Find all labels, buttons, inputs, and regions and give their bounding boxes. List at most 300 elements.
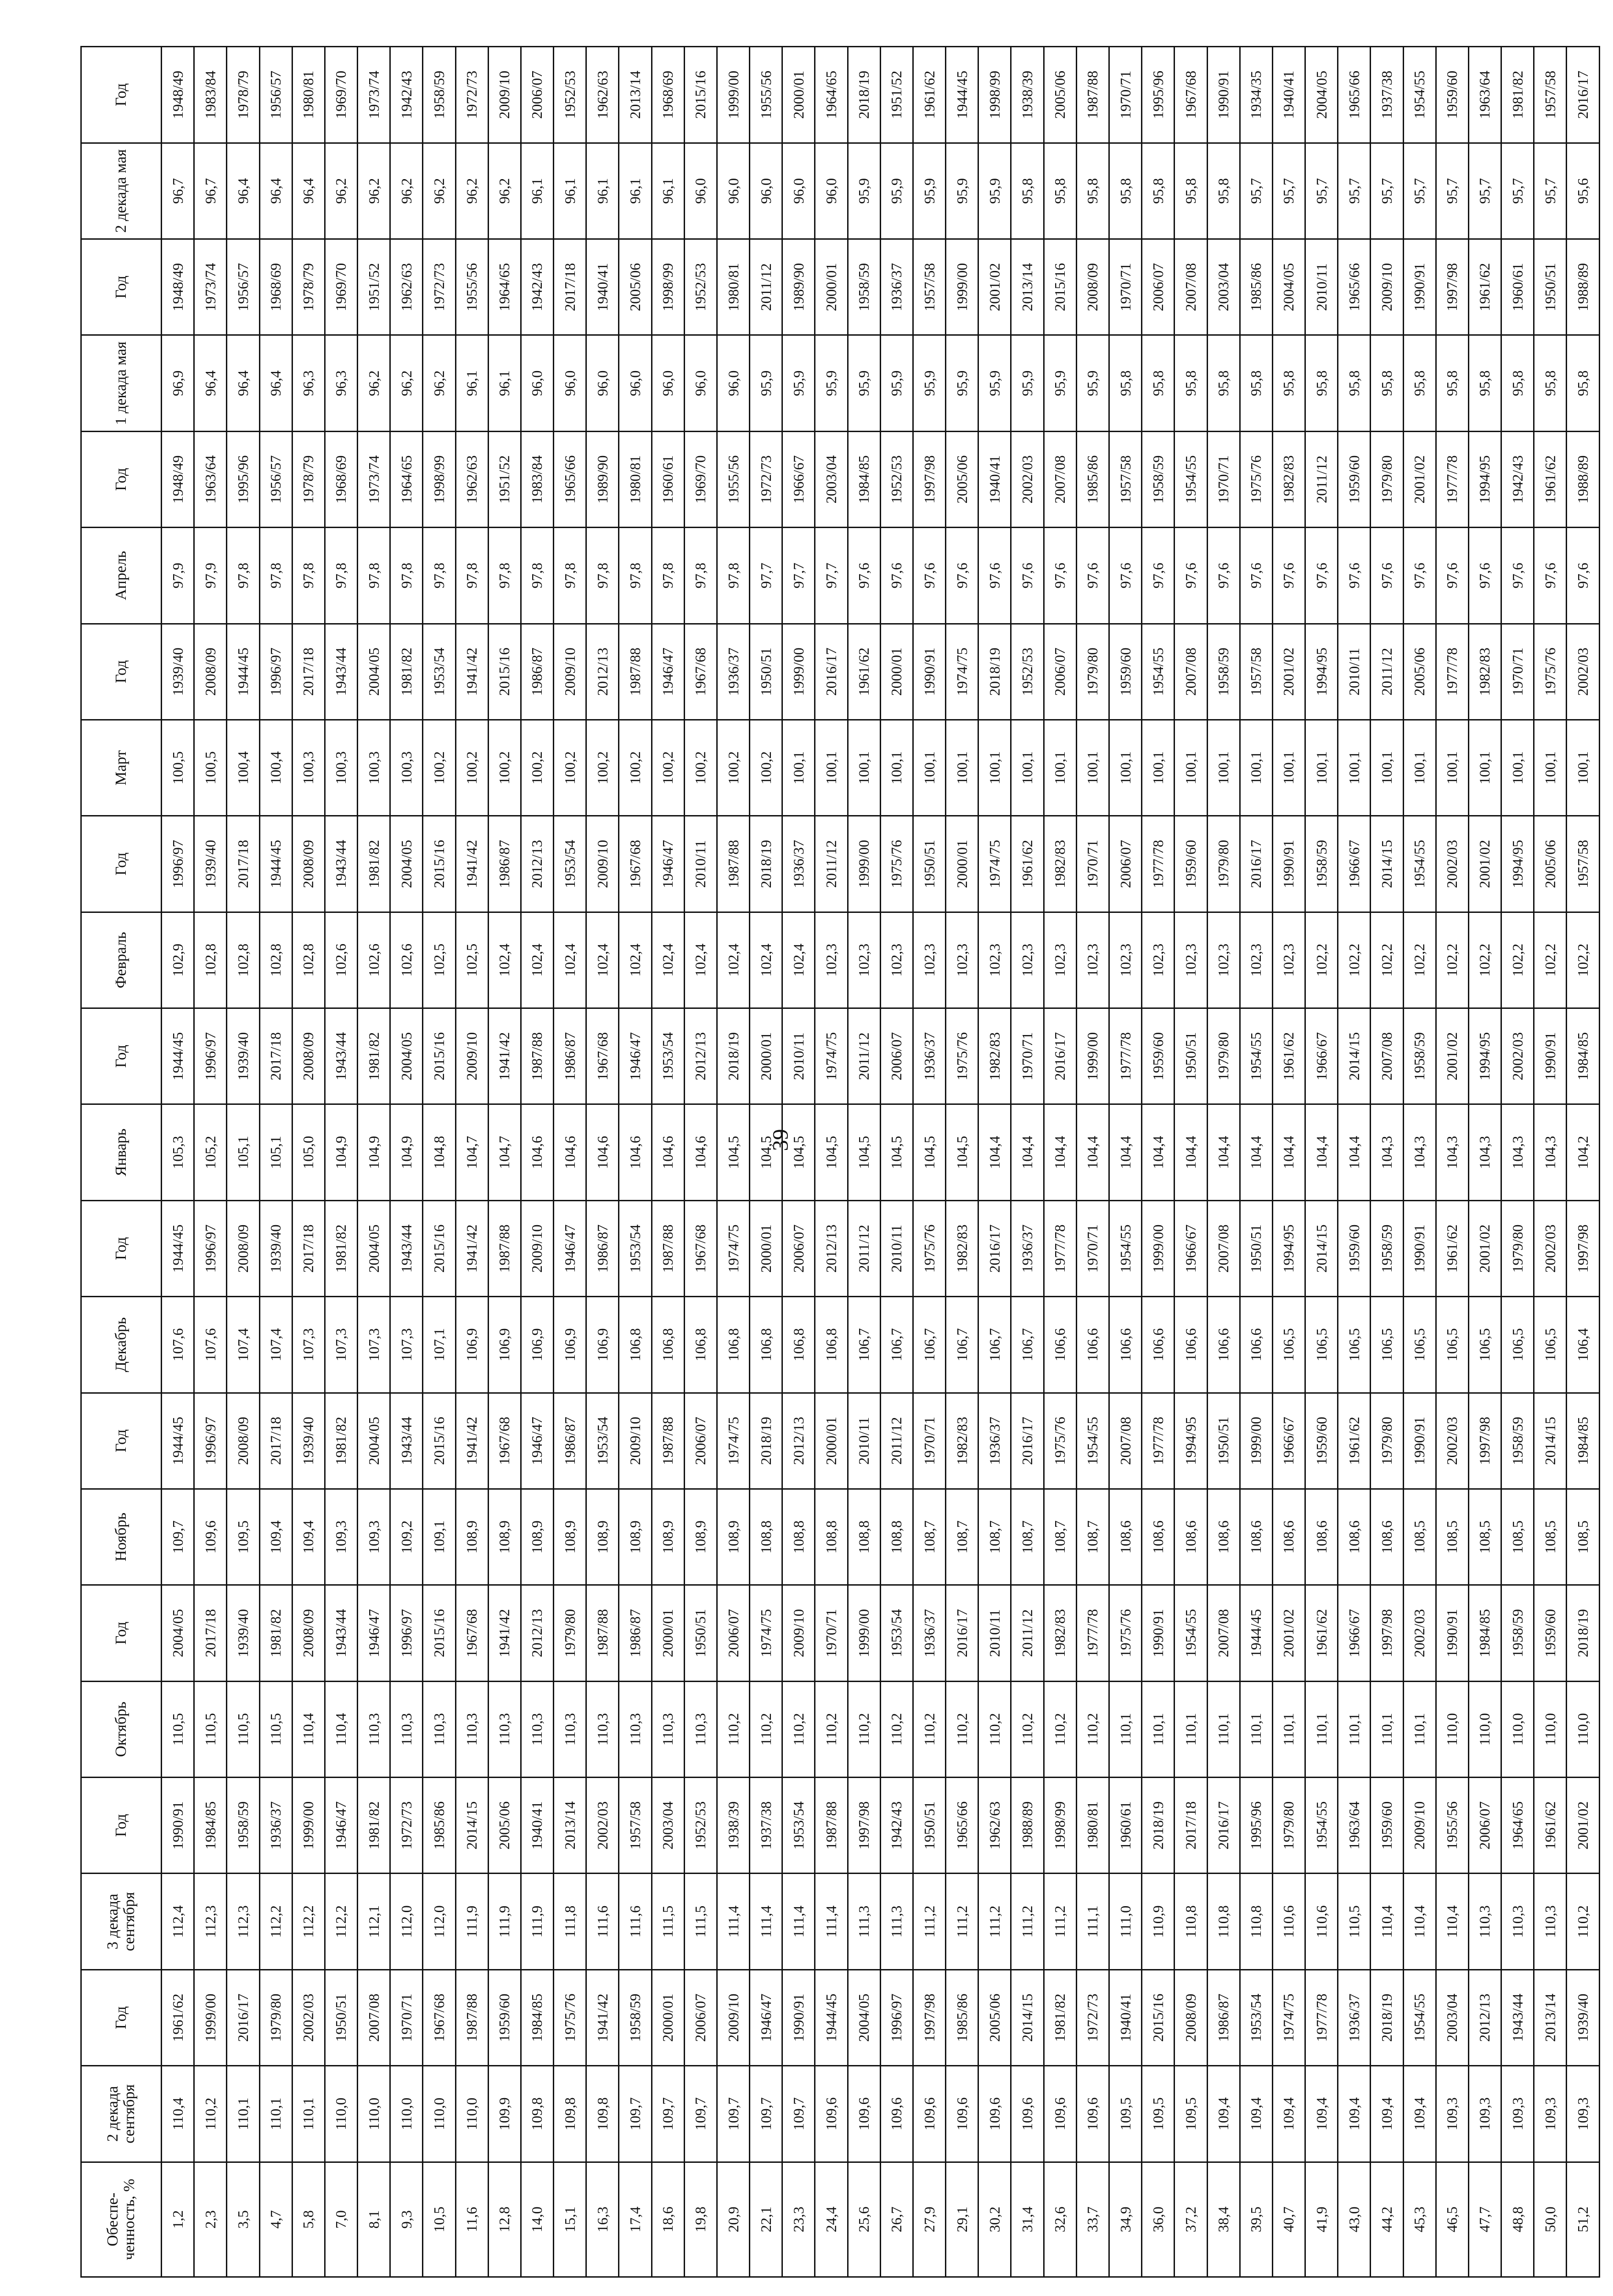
year-cell: 1987/88	[815, 1778, 848, 1874]
year-cell: 1942/43	[1501, 431, 1534, 527]
year-cell: 2007/08	[1175, 624, 1207, 720]
year-cell: 1943/44	[325, 624, 357, 720]
value-cell: 109,4	[292, 1489, 325, 1585]
value-cell: 96,1	[554, 143, 586, 239]
value-cell: 110,2	[194, 2066, 227, 2162]
year-cell: 1950/51	[1534, 239, 1567, 335]
value-cell: 97,6	[848, 528, 880, 624]
year-cell: 1936/37	[880, 239, 913, 335]
value-cell: 106,5	[1371, 1297, 1403, 1393]
year-cell: 2006/07	[782, 1200, 815, 1296]
year-cell: 1952/53	[880, 431, 913, 527]
year-cell: 1958/59	[1501, 1393, 1534, 1489]
year-cell: 1981/82	[358, 816, 390, 912]
table-row	[946, 47, 978, 2277]
year-cell: 1965/66	[946, 1778, 978, 1874]
table-row	[652, 47, 684, 2277]
table-row	[1567, 47, 1600, 2277]
value-cell: 102,3	[1240, 912, 1272, 1008]
year-cell: 2017/18	[554, 239, 586, 335]
value-cell: 105,3	[162, 1104, 194, 1200]
value-cell: 102,2	[1468, 912, 1501, 1008]
year-cell: 1995/96	[1240, 1778, 1272, 1874]
year-cell: 1975/76	[554, 1970, 586, 2065]
year-cell: 2002/03	[1534, 1200, 1567, 1296]
year-cell: 2012/13	[521, 1585, 553, 1681]
year-cell: 1961/62	[848, 624, 880, 720]
year-cell: 2002/03	[586, 1778, 619, 1874]
year-cell: 1981/82	[358, 1778, 390, 1874]
supply-percent-cell: 43,0	[1338, 2162, 1371, 2277]
year-cell: 1996/97	[194, 1393, 227, 1489]
year-cell: 1980/81	[619, 431, 652, 527]
year-cell: 1943/44	[390, 1393, 423, 1489]
value-cell: 108,8	[750, 1489, 782, 1585]
year-cell: 1990/91	[1534, 1008, 1567, 1104]
table-row	[913, 47, 945, 2277]
value-cell: 110,3	[586, 1681, 619, 1777]
year-cell: 1936/37	[782, 816, 815, 912]
value-cell: 104,4	[1272, 1104, 1305, 1200]
value-cell: 108,8	[848, 1489, 880, 1585]
value-cell: 107,3	[358, 1297, 390, 1393]
supply-percent-cell: 11,6	[455, 2162, 488, 2277]
year-cell: 1940/41	[1272, 47, 1305, 143]
value-cell: 110,2	[946, 1681, 978, 1777]
year-cell: 1942/43	[390, 47, 423, 143]
year-cell: 1966/67	[1175, 1200, 1207, 1296]
year-cell: 2011/12	[750, 239, 782, 335]
value-cell: 106,5	[1403, 1297, 1436, 1393]
year-cell: 1958/59	[1142, 431, 1175, 527]
value-cell: 111,1	[1076, 1874, 1109, 1970]
value-cell: 96,1	[455, 335, 488, 431]
year-cell: 1977/78	[1305, 1970, 1338, 2065]
value-cell: 110,1	[1240, 1681, 1272, 1777]
year-cell: 1950/51	[684, 1585, 717, 1681]
year-cell: 2002/03	[1436, 816, 1468, 912]
value-cell: 100,1	[880, 720, 913, 816]
value-cell: 95,9	[1011, 335, 1044, 431]
value-cell: 96,2	[488, 143, 521, 239]
year-cell: 1954/55	[1142, 624, 1175, 720]
value-cell: 109,3	[325, 1489, 357, 1585]
year-cell: 1943/44	[1501, 1970, 1534, 2065]
year-cell: 2009/10	[521, 1200, 553, 1296]
value-cell: 104,4	[978, 1104, 1011, 1200]
value-cell: 100,3	[390, 720, 423, 816]
supply-percent-cell: 22,1	[750, 2162, 782, 2277]
value-cell: 95,8	[1142, 143, 1175, 239]
table-row	[717, 47, 749, 2277]
year-cell: 1950/51	[913, 1778, 945, 1874]
value-cell: 110,0	[1501, 1681, 1534, 1777]
year-cell: 1967/68	[619, 816, 652, 912]
value-cell: 95,8	[1011, 143, 1044, 239]
supply-percent-cell: 31,4	[1011, 2162, 1044, 2277]
year-cell: 2005/06	[978, 1970, 1011, 2065]
supply-percent-cell: 37,2	[1175, 2162, 1207, 2277]
table-row	[782, 47, 815, 2277]
year-cell: 1942/43	[880, 1778, 913, 1874]
year-cell: 1998/99	[978, 47, 1011, 143]
value-cell: 106,8	[619, 1297, 652, 1393]
table-row	[390, 47, 423, 2277]
year-cell: 1985/86	[946, 1970, 978, 2065]
column-header: Год	[81, 624, 162, 720]
value-cell: 100,1	[1436, 720, 1468, 816]
value-cell: 110,0	[1436, 1681, 1468, 1777]
year-cell: 2004/05	[390, 816, 423, 912]
year-cell: 1954/55	[1175, 431, 1207, 527]
year-cell: 1939/40	[259, 1200, 292, 1296]
year-cell: 1975/76	[1109, 1585, 1141, 1681]
year-cell: 1957/58	[1567, 816, 1600, 912]
year-cell: 1975/76	[880, 816, 913, 912]
value-cell: 102,3	[848, 912, 880, 1008]
value-cell: 111,9	[455, 1874, 488, 1970]
year-cell: 2000/01	[815, 239, 848, 335]
year-cell: 2015/16	[423, 1585, 455, 1681]
year-cell: 2016/17	[227, 1970, 259, 2065]
value-cell: 109,3	[1501, 2066, 1534, 2162]
value-cell: 95,9	[1076, 335, 1109, 431]
value-cell: 97,6	[1371, 528, 1403, 624]
year-cell: 1973/74	[194, 239, 227, 335]
year-cell: 1957/58	[1534, 47, 1567, 143]
table-row	[848, 47, 880, 2277]
year-cell: 1959/60	[1175, 816, 1207, 912]
value-cell: 106,6	[1044, 1297, 1076, 1393]
value-cell: 111,3	[848, 1874, 880, 1970]
year-cell: 2012/13	[815, 1200, 848, 1296]
value-cell: 110,1	[1338, 1681, 1371, 1777]
supply-percent-cell: 14,0	[521, 2162, 553, 2277]
year-cell: 1961/62	[1272, 1008, 1305, 1104]
value-cell: 109,4	[1207, 2066, 1240, 2162]
year-cell: 2014/15	[1371, 816, 1403, 912]
value-cell: 108,7	[913, 1489, 945, 1585]
value-cell: 112,2	[259, 1874, 292, 1970]
value-cell: 96,0	[782, 143, 815, 239]
year-cell: 2006/07	[1109, 816, 1141, 912]
value-cell: 100,2	[455, 720, 488, 816]
value-cell: 104,4	[1240, 1104, 1272, 1200]
value-cell: 110,1	[1142, 1681, 1175, 1777]
value-cell: 109,3	[1436, 2066, 1468, 2162]
year-cell: 1997/98	[1371, 1585, 1403, 1681]
year-cell: 2004/05	[358, 624, 390, 720]
year-cell: 2011/12	[848, 1008, 880, 1104]
value-cell: 110,4	[325, 1681, 357, 1777]
year-cell: 1970/71	[1501, 624, 1534, 720]
year-cell: 1936/37	[1011, 1200, 1044, 1296]
value-cell: 108,9	[455, 1489, 488, 1585]
year-cell: 1936/37	[259, 1778, 292, 1874]
year-cell: 1954/55	[1403, 816, 1436, 912]
value-cell: 104,3	[1468, 1104, 1501, 1200]
value-cell: 96,4	[227, 143, 259, 239]
value-cell: 100,1	[1468, 720, 1501, 816]
value-cell: 100,2	[717, 720, 749, 816]
supply-percent-cell: 24,4	[815, 2162, 848, 2277]
value-cell: 96,2	[358, 143, 390, 239]
year-cell: 1965/66	[1338, 239, 1371, 335]
value-cell: 104,6	[652, 1104, 684, 1200]
value-cell: 96,0	[717, 335, 749, 431]
year-cell: 1941/42	[455, 1200, 488, 1296]
value-cell: 100,1	[1403, 720, 1436, 816]
value-cell: 97,8	[554, 528, 586, 624]
value-cell: 96,2	[390, 143, 423, 239]
value-cell: 102,4	[652, 912, 684, 1008]
value-cell: 95,9	[750, 335, 782, 431]
value-cell: 109,4	[1403, 2066, 1436, 2162]
year-cell: 2018/19	[978, 624, 1011, 720]
value-cell: 109,7	[750, 2066, 782, 2162]
year-cell: 2016/17	[946, 1585, 978, 1681]
value-cell: 102,2	[1567, 912, 1600, 1008]
value-cell: 96,0	[684, 335, 717, 431]
supply-percent-cell: 2,3	[194, 2162, 227, 2277]
page-number: 39	[768, 1129, 793, 1151]
year-cell: 1999/00	[292, 1778, 325, 1874]
value-cell: 106,9	[488, 1297, 521, 1393]
year-cell: 1977/78	[1109, 1008, 1141, 1104]
value-cell: 110,0	[423, 2066, 455, 2162]
year-cell: 1996/97	[259, 624, 292, 720]
year-cell: 1982/83	[1044, 816, 1076, 912]
year-cell: 1983/84	[521, 431, 553, 527]
year-cell: 2010/11	[978, 1585, 1011, 1681]
value-cell: 95,7	[1534, 143, 1567, 239]
year-cell: 1946/47	[652, 816, 684, 912]
table-row	[1501, 47, 1534, 2277]
year-cell: 2016/17	[1207, 1778, 1240, 1874]
year-cell: 1952/53	[684, 1778, 717, 1874]
supply-percent-cell: 17,4	[619, 2162, 652, 2277]
supply-percent-cell: 40,7	[1272, 2162, 1305, 2277]
value-cell: 95,8	[1468, 335, 1501, 431]
year-cell: 1957/58	[913, 239, 945, 335]
year-cell: 1939/40	[292, 1393, 325, 1489]
column-header: Октябрь	[81, 1681, 162, 1777]
value-cell: 110,2	[880, 1681, 913, 1777]
value-cell: 109,7	[619, 2066, 652, 2162]
value-cell: 109,5	[227, 1489, 259, 1585]
table-row	[554, 47, 586, 2277]
year-cell: 1962/63	[586, 47, 619, 143]
year-cell: 1969/70	[325, 47, 357, 143]
value-cell: 110,1	[259, 2066, 292, 2162]
value-cell: 97,6	[1403, 528, 1436, 624]
year-cell: 1981/82	[1044, 1970, 1076, 2065]
table-row	[1403, 47, 1436, 2277]
column-header: Март	[81, 720, 162, 816]
year-cell: 1934/35	[1240, 47, 1272, 143]
value-cell: 106,6	[1076, 1297, 1109, 1393]
year-cell: 2010/11	[880, 1200, 913, 1296]
supply-percent-cell: 20,9	[717, 2162, 749, 2277]
year-cell: 1984/85	[194, 1778, 227, 1874]
value-cell: 97,6	[1338, 528, 1371, 624]
value-cell: 102,4	[554, 912, 586, 1008]
year-cell: 1962/63	[390, 239, 423, 335]
year-cell: 1979/80	[1076, 624, 1109, 720]
year-cell: 1998/99	[423, 431, 455, 527]
value-cell: 104,4	[1044, 1104, 1076, 1200]
value-cell: 108,7	[1044, 1489, 1076, 1585]
year-cell: 1996/97	[194, 1008, 227, 1104]
year-cell: 1951/52	[880, 47, 913, 143]
year-cell: 1981/82	[325, 1200, 357, 1296]
year-cell: 2013/14	[554, 1778, 586, 1874]
year-cell: 1977/78	[1044, 1200, 1076, 1296]
year-cell: 1954/55	[1403, 47, 1436, 143]
year-cell: 1950/51	[750, 624, 782, 720]
year-cell: 1951/52	[358, 239, 390, 335]
year-cell: 1986/87	[554, 1393, 586, 1489]
year-cell: 1942/43	[521, 239, 553, 335]
year-cell: 1958/59	[619, 1970, 652, 2065]
value-cell: 97,8	[717, 528, 749, 624]
year-cell: 1995/96	[227, 431, 259, 527]
year-cell: 2016/17	[1240, 816, 1272, 912]
value-cell: 110,3	[423, 1681, 455, 1777]
table-row	[455, 47, 488, 2277]
year-cell: 1970/71	[913, 1393, 945, 1489]
supply-percent-cell: 51,2	[1567, 2162, 1600, 2277]
year-cell: 1975/76	[1240, 431, 1272, 527]
value-cell: 110,2	[848, 1681, 880, 1777]
value-cell: 106,9	[554, 1297, 586, 1393]
value-cell: 100,5	[162, 720, 194, 816]
year-cell: 1975/76	[1534, 624, 1567, 720]
year-cell: 2008/09	[194, 624, 227, 720]
supply-percent-cell: 50,0	[1534, 2162, 1567, 2277]
year-cell: 2017/18	[292, 624, 325, 720]
value-cell: 102,3	[1272, 912, 1305, 1008]
value-cell: 104,9	[390, 1104, 423, 1200]
value-cell: 110,6	[1305, 1874, 1338, 1970]
year-cell: 1972/73	[390, 1778, 423, 1874]
year-cell: 1952/53	[1011, 624, 1044, 720]
year-cell: 1961/62	[913, 47, 945, 143]
value-cell: 108,6	[1207, 1489, 1240, 1585]
value-cell: 110,2	[717, 1681, 749, 1777]
year-cell: 1961/62	[162, 1970, 194, 2065]
value-cell: 108,5	[1436, 1489, 1468, 1585]
year-cell: 1938/39	[1011, 47, 1044, 143]
value-cell: 111,9	[521, 1874, 553, 1970]
supply-percent-cell: 34,9	[1109, 2162, 1141, 2277]
value-cell: 97,6	[1501, 528, 1534, 624]
value-cell: 102,3	[1011, 912, 1044, 1008]
year-cell: 1978/79	[292, 239, 325, 335]
year-cell: 1958/59	[227, 1778, 259, 1874]
year-cell: 2017/18	[1175, 1778, 1207, 1874]
year-cell: 1996/97	[390, 1585, 423, 1681]
value-cell: 97,6	[1240, 528, 1272, 624]
value-cell: 109,5	[1175, 2066, 1207, 2162]
value-cell: 109,3	[1534, 2066, 1567, 2162]
value-cell: 95,8	[1076, 143, 1109, 239]
value-cell: 100,1	[1207, 720, 1240, 816]
water-level-supply-table	[80, 46, 1600, 2278]
supply-percent-cell: 7,0	[325, 2162, 357, 2277]
value-cell: 110,2	[1044, 1681, 1076, 1777]
value-cell: 96,0	[521, 335, 553, 431]
value-cell: 106,5	[1468, 1297, 1501, 1393]
column-header: Ноябрь	[81, 1489, 162, 1585]
value-cell: 110,2	[1076, 1681, 1109, 1777]
value-cell: 100,5	[194, 720, 227, 816]
year-cell: 1954/55	[1305, 1778, 1338, 1874]
year-cell: 1955/56	[750, 47, 782, 143]
value-cell: 95,9	[848, 143, 880, 239]
year-cell: 2014/15	[455, 1778, 488, 1874]
value-cell: 100,1	[1011, 720, 1044, 816]
year-cell: 1946/47	[554, 1200, 586, 1296]
year-cell: 1975/76	[913, 1200, 945, 1296]
year-cell: 1940/41	[1109, 1970, 1141, 2065]
value-cell: 104,5	[750, 1104, 782, 1200]
year-cell: 1961/62	[1011, 816, 1044, 912]
year-cell: 1961/62	[1534, 431, 1567, 527]
supply-percent-cell: 36,0	[1142, 2162, 1175, 2277]
year-cell: 1964/65	[488, 239, 521, 335]
year-cell: 1973/74	[358, 431, 390, 527]
value-cell: 95,8	[1142, 335, 1175, 431]
year-cell: 2005/06	[1534, 816, 1567, 912]
value-cell: 102,6	[390, 912, 423, 1008]
value-cell: 106,5	[1501, 1297, 1534, 1393]
year-cell: 1999/00	[1142, 1200, 1175, 1296]
table-row	[227, 47, 259, 2277]
supply-percent-cell: 19,8	[684, 2162, 717, 2277]
value-cell: 109,8	[554, 2066, 586, 2162]
year-cell: 1962/63	[978, 1778, 1011, 1874]
year-cell: 1997/98	[848, 1778, 880, 1874]
value-cell: 95,9	[913, 335, 945, 431]
supply-percent-cell: 39,5	[1240, 2162, 1272, 2277]
year-cell: 2008/09	[1175, 1970, 1207, 2065]
value-cell: 102,6	[358, 912, 390, 1008]
year-cell: 2004/05	[390, 1008, 423, 1104]
year-cell: 1994/95	[1305, 624, 1338, 720]
value-cell: 104,4	[1207, 1104, 1240, 1200]
table-row	[880, 47, 913, 2277]
year-cell: 1987/88	[652, 1200, 684, 1296]
value-cell: 109,6	[880, 2066, 913, 2162]
year-cell: 2009/10	[782, 1585, 815, 1681]
year-cell: 2011/12	[815, 816, 848, 912]
year-cell: 1958/59	[848, 239, 880, 335]
value-cell: 96,3	[292, 335, 325, 431]
value-cell: 111,3	[880, 1874, 913, 1970]
year-cell: 1973/74	[358, 47, 390, 143]
year-cell: 1944/45	[162, 1393, 194, 1489]
value-cell: 110,1	[1371, 1681, 1403, 1777]
value-cell: 102,2	[1305, 912, 1338, 1008]
year-cell: 2018/19	[1567, 1585, 1600, 1681]
year-cell: 2007/08	[1175, 239, 1207, 335]
value-cell: 106,5	[1272, 1297, 1305, 1393]
year-cell: 1961/62	[1436, 1200, 1468, 1296]
value-cell: 102,2	[1338, 912, 1371, 1008]
year-cell: 1950/51	[1175, 1008, 1207, 1104]
year-cell: 1990/91	[1403, 1393, 1436, 1489]
